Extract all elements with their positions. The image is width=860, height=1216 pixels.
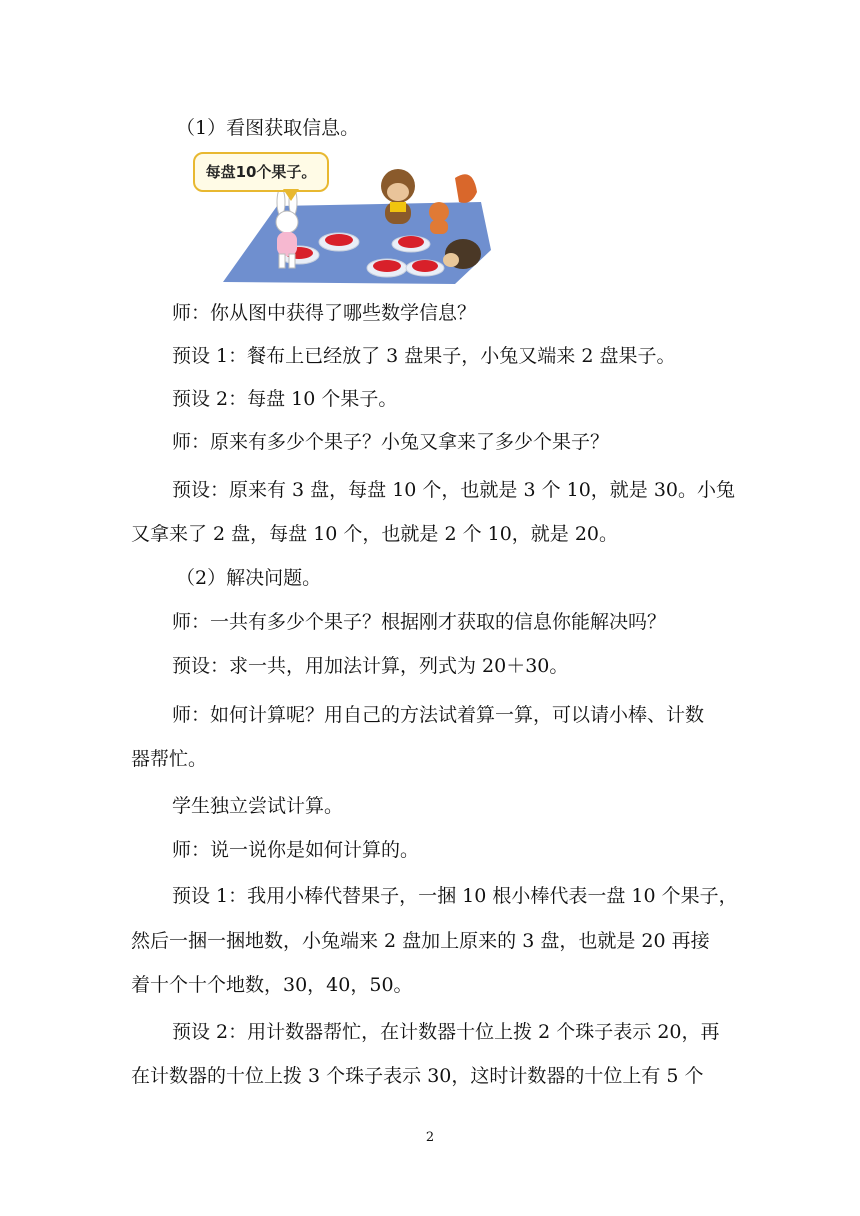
speech-bubble: 每盘10个果子。	[193, 152, 329, 192]
paragraph-line: 师：你从图中获得了哪些数学信息？	[172, 302, 477, 324]
paragraph-line: 学生独立尝试计算。	[172, 795, 344, 817]
fruit-plate-icon	[392, 236, 430, 252]
paragraph-line: 预设 1：我用小棒代替果子，一捆 10 根小棒代表一盘 10 个果子，	[172, 885, 738, 907]
paragraph-line: 预设 2：用计数器帮忙，在计数器十位上拨 2 个珠子表示 20，再	[172, 1021, 720, 1043]
paragraph-line: 预设 1：餐布上已经放了 3 盘果子，小兔又端来 2 盘果子。	[172, 345, 676, 367]
paragraph-line: 又拿来了 2 盘，每盘 10 个，也就是 2 个 10，就是 20。	[131, 523, 619, 545]
paragraph-line: 然后一捆一捆地数，小兔端来 2 盘加上原来的 3 盘，也就是 20 再接	[131, 930, 710, 952]
paragraph-line: 预设 2：每盘 10 个果子。	[172, 388, 398, 410]
paragraph-line: 师：一共有多少个果子？根据刚才获取的信息你能解决吗？	[172, 611, 667, 633]
illustration	[193, 150, 493, 288]
section-heading-2: （2）解决问题。	[176, 567, 322, 589]
fruit-plate-icon	[367, 259, 407, 277]
paragraph-line: 在计数器的十位上拨 3 个珠子表示 30，这时计数器的十位上有 5 个	[131, 1065, 704, 1087]
page-number: 2	[425, 1130, 435, 1145]
paragraph-line: 师：如何计算呢？用自己的方法试着算一算，可以请小棒、计数	[172, 704, 705, 726]
paragraph-line: 预设：求一共，用加法计算，列式为 20＋30。	[172, 655, 569, 677]
paragraph-line: 着十个十个地数，30，40，50。	[131, 974, 413, 996]
paragraph-line: 师：说一说你是如何计算的。	[172, 839, 420, 861]
speech-bubble-tail	[283, 189, 299, 201]
fruit-plate-icon	[406, 260, 444, 276]
paragraph-line: 师：原来有多少个果子？小兔又拿来了多少个果子？	[172, 431, 610, 453]
monkey-icon	[381, 169, 415, 224]
paragraph-line: 器帮忙。	[131, 748, 208, 770]
paragraph-line: 预设：原来有 3 盘，每盘 10 个，也就是 3 个 10，就是 30。小兔	[172, 479, 736, 501]
section-heading-1: （1）看图获取信息。	[176, 117, 360, 139]
fruit-plate-icon	[319, 233, 359, 251]
